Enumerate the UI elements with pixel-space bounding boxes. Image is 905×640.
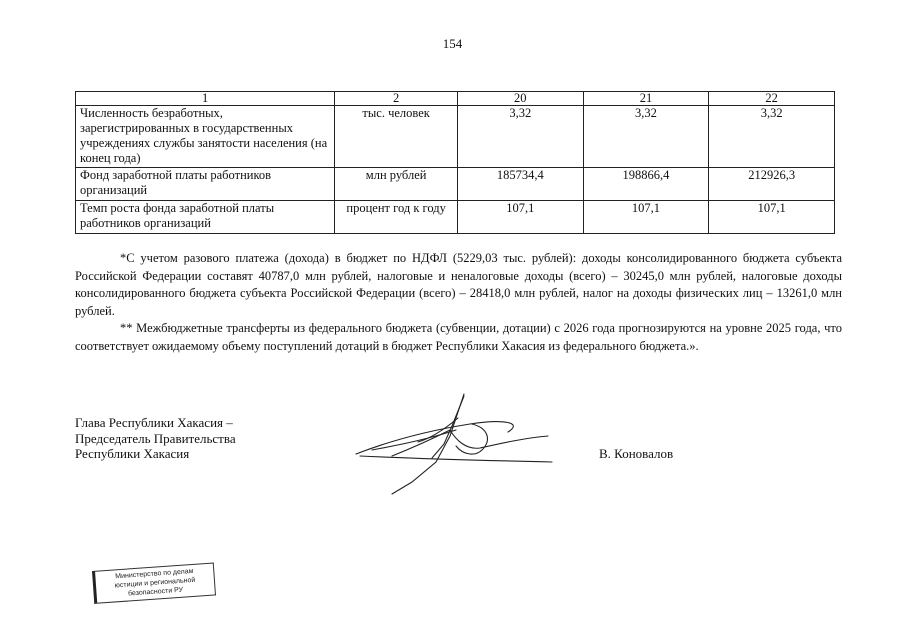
row-value-22: 107,1 [709,201,835,234]
page-number: 154 [442,36,463,51]
signatory-title [75,415,236,462]
header-col-3: 20 [457,92,583,106]
row-unit: млн рублей [335,168,458,201]
signatory-title-line-3: Республики Хакасия [75,446,190,461]
signatory-name: В. Коновалов [599,446,674,461]
table-row [76,201,835,234]
stamp-line-1: Министерство по делам [115,567,194,581]
stamp-line-2: юстиции и региональной [114,576,196,590]
row-value-20: 185734,4 [457,168,583,201]
row-indicator-name: Темп роста фонда заработной платы работников организаций [76,201,335,234]
row-value-20: 3,32 [457,106,583,168]
row-unit: процент год к году [335,201,458,234]
header-col-1: 1 [76,92,335,106]
table-header-row [76,92,835,106]
indicators-table [75,91,835,234]
row-unit: тыс. человек [335,106,458,168]
stamp-line-3: безопасности РУ [127,586,184,598]
row-value-22: 3,32 [709,106,835,168]
header-col-4: 21 [583,92,709,106]
footnotes [75,250,842,355]
header-col-5: 22 [709,92,835,106]
table-row [76,168,835,201]
signatory-title-line-1: Глава Республики Хакасия – [75,415,233,430]
signatory-title-line-2: Председатель Правительства [75,430,236,446]
footnote-2: ** Межбюджетные трансферты из федерального бюджета (субвенции, дотации) с 2026 года прогнозируются на уровне 2025 года, что соответствует ожидаемому объему поступлений дотаций в бюджет Республики Хакасия из федерального бюджета.». [75,321,842,353]
row-value-21: 198866,4 [583,168,709,201]
row-indicator-name: Фонд заработной платы работников организаций [76,168,335,201]
handwritten-signature [352,392,562,497]
row-value-21: 107,1 [583,201,709,234]
row-value-22: 212926,3 [709,168,835,201]
row-indicator-name: Численность безработных, зарегистрированных в государственных учреждениях службы занятости населения (на конец года) [76,106,335,168]
ministry-stamp [92,562,216,603]
footnote-1: *С учетом разового платежа (дохода) в бюджет по НДФЛ (5229,03 тыс. рублей): доходы консолидированного бюджета субъекта Российской Федерации составят 40787,0 млн рублей, налоговые и неналоговые доходы (всего) – 30245,0 млн рублей, налоговые доходы консолидированного бюджета субъекта Российской Федерации (всего) – 28418,0 млн рублей, налог на доходы физических лиц – 13261,0 млн рублей. [75,251,842,318]
row-value-21: 3,32 [583,106,709,168]
row-value-20: 107,1 [457,201,583,234]
header-col-2: 2 [335,92,458,106]
table-row [76,106,835,168]
